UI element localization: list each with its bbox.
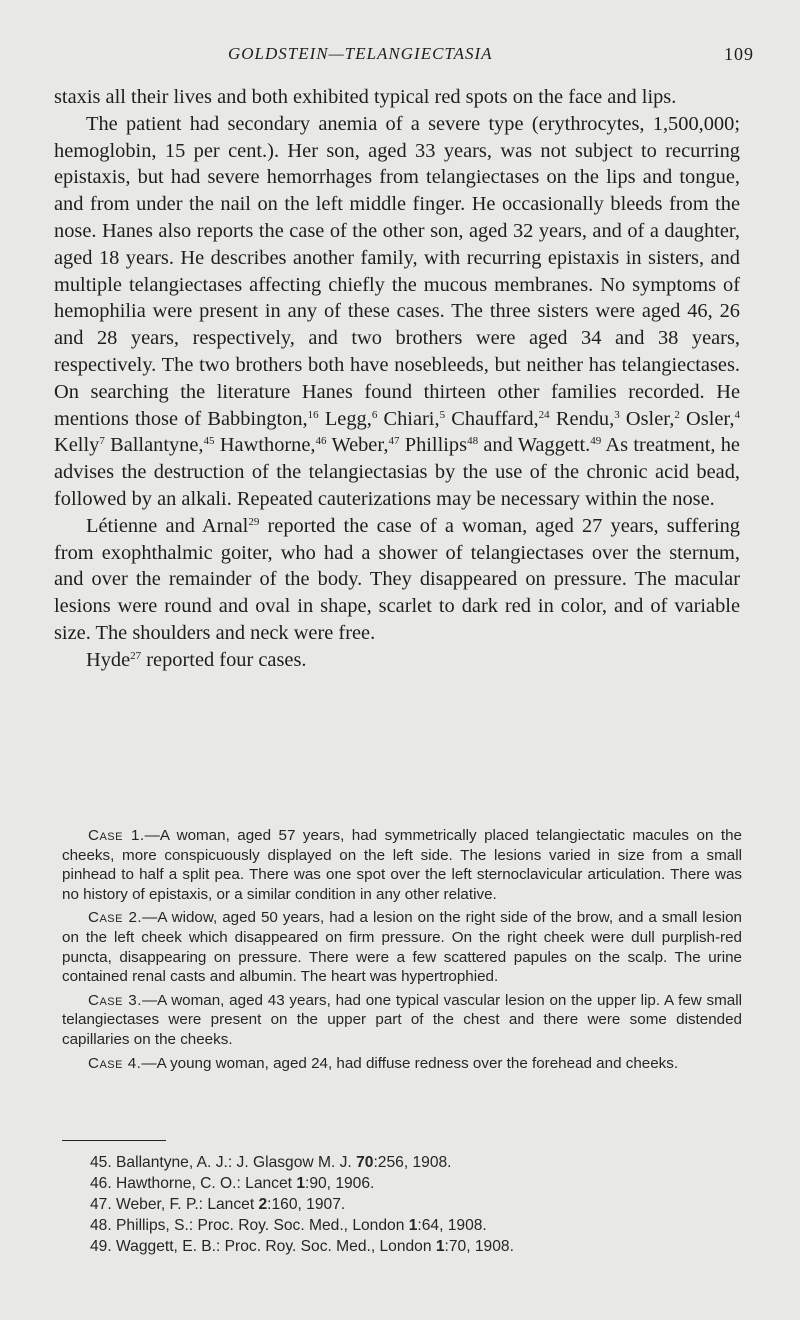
paragraph-hanes-cases — [54, 111, 740, 513]
footnote-ref: 2 — [674, 408, 680, 421]
running-head — [228, 44, 754, 68]
case-text: —A woman, aged 43 years, had one typical vascular lesion on the upper lip. A few small telangiectases were present on the upper part of the chest and there were some distended capillaries on the cheeks. — [62, 991, 742, 1048]
reference-text: Waggett, E. B.: Proc. Roy. Soc. Med., London — [116, 1238, 436, 1255]
case-label: Case 1. — [88, 827, 145, 844]
text-run: Hyde — [86, 648, 131, 671]
footnote-ref: 5 — [439, 408, 446, 421]
case-label: Case 2. — [88, 909, 143, 927]
reference-volume: 2 — [258, 1196, 268, 1213]
text-run: Ballantyne, — [104, 434, 204, 457]
footnote-ref: 24 — [538, 408, 550, 421]
text-run: Chauffard, — [445, 407, 539, 430]
running-head-title: GOLDSTEIN—TELANGIECTASIA — [228, 44, 493, 63]
reference-volume: 70 — [356, 1154, 374, 1171]
footnote-ref: 27 — [130, 649, 142, 662]
reference-text: Phillips, S.: Proc. Roy. Soc. Med., London — [116, 1217, 409, 1234]
footnote-ref: 45 — [203, 435, 215, 448]
reference-pages: :160, 1907. — [267, 1196, 346, 1213]
text-run: Osler, — [619, 407, 675, 430]
text-run: Weber, — [326, 434, 389, 457]
reference-pages: :70, 1908. — [444, 1238, 514, 1255]
text-run: Osler, — [679, 407, 735, 430]
reference-number: 49. — [90, 1238, 112, 1255]
reference-volume: 1 — [296, 1175, 305, 1192]
footnote-ref: 29 — [248, 515, 260, 528]
text-run: Phillips — [399, 434, 468, 457]
case-report — [62, 1054, 742, 1074]
reference-number: 47. — [90, 1196, 112, 1213]
paragraph-hyde — [54, 647, 740, 674]
reference-text: Weber, F. P.: Lancet — [116, 1196, 259, 1213]
text-run: reported four cases. — [141, 648, 307, 671]
reference-item — [90, 1194, 730, 1215]
case-text: —A widow, aged 50 years, had a lesion on the right side of the brow, and a small lesion on the left cheek which disappeared on firm pressure. On the right cheek were dull purplish-red puncta, disappearing on pressure. There were a few scattered papules on the scalp. The urine contained renal casts and albumin. The heart was hypertrophied. — [62, 909, 742, 986]
footnote-references — [90, 1152, 730, 1257]
reference-number: 45. — [90, 1154, 112, 1171]
text-run: and Waggett. — [478, 434, 591, 457]
reference-number: 46. — [90, 1175, 112, 1192]
paragraph-letienne-arnal — [54, 513, 740, 647]
reference-volume: 1 — [435, 1238, 445, 1255]
reference-pages: :64, 1908. — [417, 1217, 487, 1234]
case-label: Case 4. — [88, 1054, 142, 1072]
footnote-ref: 47 — [388, 435, 400, 448]
reference-item — [90, 1236, 730, 1257]
case-reports — [62, 826, 742, 1077]
text-run: Hawthorne, — [214, 434, 316, 457]
footnote-ref: 49 — [590, 435, 602, 448]
reference-item — [90, 1152, 730, 1173]
text-run: Rendu, — [549, 407, 615, 430]
footnote-ref: 7 — [99, 435, 105, 448]
text-run: The patient had secondary anemia of a severe type (erythrocytes, 1,500,000; hemoglobin, 15 per cent.). Her son, aged 33 years, was not subject to recurring epistaxis, but had severe hemorrhages from telangiectases on the lips and tongue, and from under the nail on the left middle finger. He occasionally bleeds from the nose. Hanes also reports the case of the other son, aged 32 years, and of a daughter, aged 18 years. He describes another family, with recurring epistaxis in sisters, and multiple telangiectases affecting chiefly the mucous membranes. No symptoms of hemophilia were present in any of these cases. The three sisters were aged 46, 26 and 28 years, respectively, and two brothers were aged 34 and 38 years, respectively. The two brothers both have nosebleeds, but neither has telangiectases. On searching the literature Hanes found thirteen other families recorded. He mentions those of Babbington, — [54, 112, 740, 430]
footnote-ref: 4 — [734, 408, 740, 421]
text-run: Chiari, — [377, 407, 440, 430]
reference-number: 48. — [90, 1217, 112, 1234]
case-label: Case 3. — [88, 991, 142, 1009]
footnote-ref: 48 — [467, 435, 479, 448]
footnote-ref: 3 — [614, 408, 620, 421]
case-report — [62, 826, 742, 904]
text-run: Legg, — [318, 407, 372, 430]
paragraph-continuation: staxis all their lives and both exhibited typical red spots on the face and lips. — [54, 86, 677, 108]
footnote-divider — [62, 1140, 166, 1141]
reference-pages: :90, 1906. — [305, 1175, 375, 1192]
text-run: reported the case of a woman, aged 27 years, suffering from exophthalmic goiter, who had a shower of telangiectases over the sternum, and over the remainder of the body. They disappeared on pressure. The macular lesions were round and oval in shape, scarlet to dark red in color, and of variable size. The shoulders and neck were free. — [54, 514, 741, 644]
reference-item — [90, 1173, 730, 1194]
body-text — [54, 84, 740, 674]
footnote-ref: 16 — [307, 408, 319, 421]
footnote-ref: 46 — [315, 435, 327, 448]
case-text: —A woman, aged 57 years, had symmetrically placed telangiectatic macules on the cheeks, more conspicuously displayed on the left side. The lesions varied in size from a small pinhead to half a split pea. There was one spot over the left sternoclavicular articulation. There was no history of epistaxis, or a similar condition in any other relative. — [62, 827, 742, 903]
reference-volume: 1 — [408, 1217, 418, 1234]
page-number: 109 — [724, 44, 754, 64]
reference-item — [90, 1215, 730, 1236]
reference-pages: :256, 1908. — [373, 1154, 452, 1171]
footnote-ref: 6 — [371, 408, 378, 421]
text-run: As treatment, he advises the destruction of the telangiectasias by the use of the chronic acid bead, followed by an alkali. Repeated cauterizations may be necessary within the nose. — [54, 434, 740, 510]
case-report — [62, 991, 742, 1050]
text-run: Kelly — [54, 434, 100, 457]
case-text: —A young woman, aged 24, had diffuse redness over the forehead and cheeks. — [141, 1054, 679, 1072]
reference-text: Ballantyne, A. J.: J. Glasgow M. J. — [116, 1154, 357, 1171]
case-report — [62, 908, 742, 986]
reference-text: Hawthorne, C. O.: Lancet — [116, 1175, 297, 1192]
text-run: Létienne and Arnal — [86, 514, 249, 537]
